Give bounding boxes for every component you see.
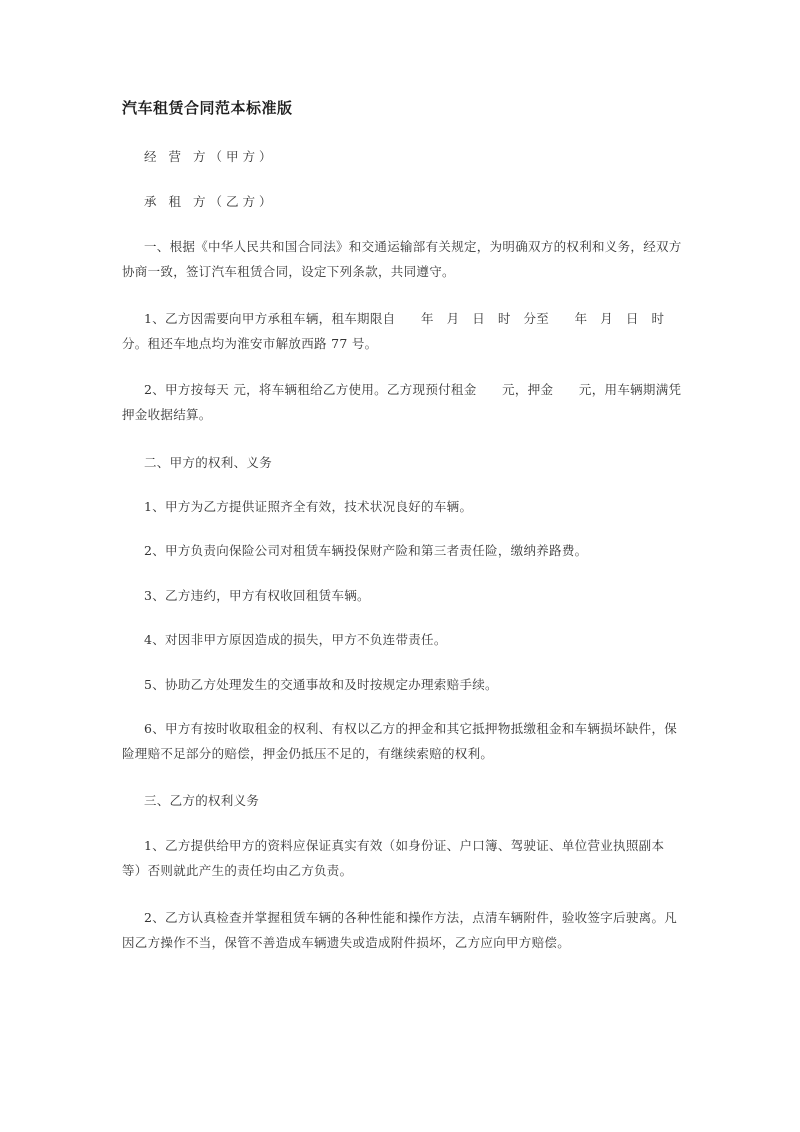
document-title: 汽车租赁合同范本标准版 <box>122 99 293 117</box>
party-a-clause-3: 3、乙方违约，甲方有权收回租赁车辆。 <box>144 588 370 603</box>
party-b-clause-1: 1、乙方提供给甲方的资料应保证真实有效（如身份证、户口簿、驾驶证、单位营业执照副本等）否则就此产生的责任均由乙方负责。 <box>122 838 665 878</box>
party-a-clause-5: 5、协助乙方处理发生的交通事故和及时按规定办理索赔手续。 <box>144 677 498 692</box>
party-a-line: 经 营 方（甲方） <box>144 149 276 164</box>
party-a-clause-2: 2、甲方负责向保险公司对租赁车辆投保财产险和第三者责任险，缴纳养路费。 <box>144 543 588 558</box>
party-a-clause-1: 1、甲方为乙方提供证照齐全有效，技术状况良好的车辆。 <box>144 499 473 514</box>
party-b-clause-2: 2、乙方认真检查并掌握租赁车辆的各种性能和操作方法，点清车辆附件，验收签字后驶离。凡因乙方操作不当，保管不善造成车辆遗失或造成附件损坏，乙方应向甲方赔偿。 <box>122 910 678 950</box>
party-a-clause-6: 6、甲方有按时收取租金的权利、有权以乙方的押金和其它抵押物抵缴租金和车辆损坏缺件，保险理赔不足部分的赔偿，押金仍抵压不足的，有继续索赔的权利。 <box>122 721 678 761</box>
section-heading-party-b: 三、乙方的权利义务 <box>144 793 260 808</box>
party-a-clause-4: 4、对因非甲方原因造成的损失，甲方不负连带责任。 <box>144 632 447 647</box>
party-b-line: 承 租 方（乙方） <box>144 194 276 209</box>
paragraph-intro: 一、根据《中华人民共和国合同法》和交通运输部有关规定，为明确双方的权利和义务，经双方协商一致，签订汽车租赁合同，设定下列条款，共同遵守。 <box>122 239 682 279</box>
paragraph-rental-fee: 2、甲方按每天 元，将车辆租给乙方使用。乙方现预付租金 元，押金 元，用车辆期满凭押金收据结算。 <box>122 382 682 422</box>
section-heading-party-a: 二、甲方的权利、义务 <box>144 455 273 470</box>
paragraph-rental-term: 1、乙方因需要向甲方承租车辆，租车期限自 年 月 日 时 分至 年 月 日 时 分。租还车地点均为淮安市解放西路 77 号。 <box>122 311 678 351</box>
